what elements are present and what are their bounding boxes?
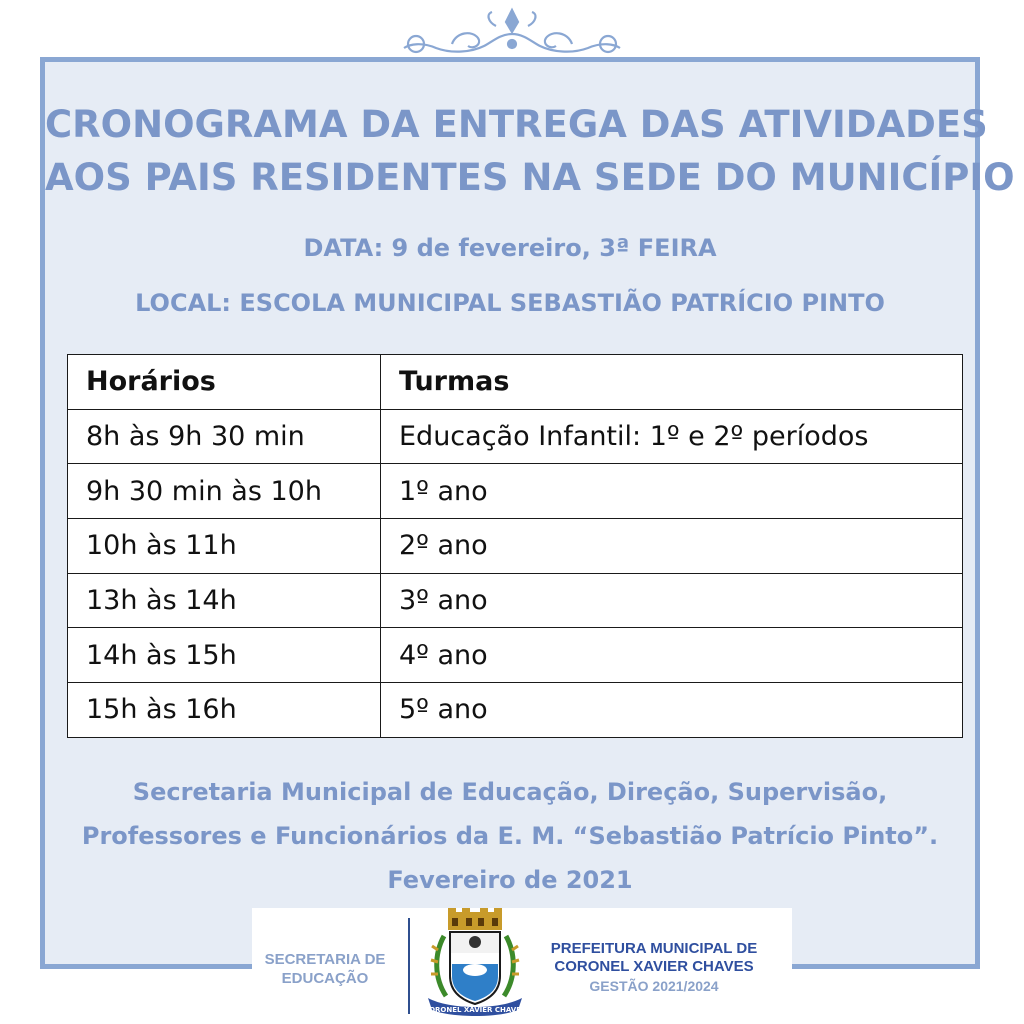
page-title	[45, 98, 1015, 204]
cell-class: Educação Infantil: 1º e 2º períodos	[381, 409, 963, 464]
footer-divider	[408, 918, 410, 1014]
secretaria-line-1: SECRETARIA DE	[264, 951, 386, 968]
title-line-2: AOS PAIS RESIDENTES NA SEDE DO MUNICÍPIO	[45, 156, 1015, 199]
cell-class: 4º ano	[381, 628, 963, 683]
table-row	[68, 628, 963, 683]
cell-time: 13h às 14h	[68, 573, 381, 628]
credits-line-1: Secretaria Municipal de Educação, Direção, Supervisão,	[132, 778, 888, 806]
crest-ribbon-text: CORONEL XAVIER CHAVES	[423, 1006, 527, 1014]
table-header-row	[68, 355, 963, 410]
cell-class: 2º ano	[381, 519, 963, 574]
cell-class: 3º ano	[381, 573, 963, 628]
prefeitura-line-1: PREFEITURA MUNICIPAL DE	[550, 940, 758, 957]
secretaria-label	[250, 950, 400, 988]
table-row	[68, 683, 963, 738]
header-turmas: Turmas	[381, 355, 963, 410]
prefeitura-label	[534, 940, 774, 996]
location-line: LOCAL: ESCOLA MUNICIPAL SEBASTIÃO PATRÍCIO PINTO	[135, 289, 885, 317]
credits-line-2: Professores e Funcionários da E. M. “Sebastião Patrício Pinto”.	[81, 822, 939, 850]
credits	[45, 770, 975, 902]
header-horarios: Horários	[68, 355, 381, 410]
schedule-table	[67, 354, 963, 738]
cell-time: 8h às 9h 30 min	[68, 409, 381, 464]
table-row	[68, 519, 963, 574]
municipal-crest-icon	[420, 906, 530, 1018]
credits-line-3: Fevereiro de 2021	[387, 866, 633, 894]
ornament-flourish-icon	[392, 4, 632, 62]
date-line: DATA: 9 de fevereiro, 3ª FEIRA	[303, 234, 717, 262]
title-line-1: CRONOGRAMA DA ENTREGA DAS ATIVIDADES	[45, 103, 988, 146]
cell-time: 15h às 16h	[68, 683, 381, 738]
cell-time: 9h 30 min às 10h	[68, 464, 381, 519]
cell-class: 1º ano	[381, 464, 963, 519]
table-row	[68, 409, 963, 464]
content-frame	[40, 57, 1015, 969]
cell-class: 5º ano	[381, 683, 963, 738]
table-row	[68, 573, 963, 628]
prefeitura-line-2: CORONEL XAVIER CHAVES	[554, 958, 754, 975]
cell-time: 14h às 15h	[68, 628, 381, 683]
table-row	[68, 464, 963, 519]
gestao-label: GESTÃO 2021/2024	[589, 978, 719, 994]
cell-time: 10h às 11h	[68, 519, 381, 574]
secretaria-line-2: EDUCAÇÃO	[281, 970, 369, 987]
